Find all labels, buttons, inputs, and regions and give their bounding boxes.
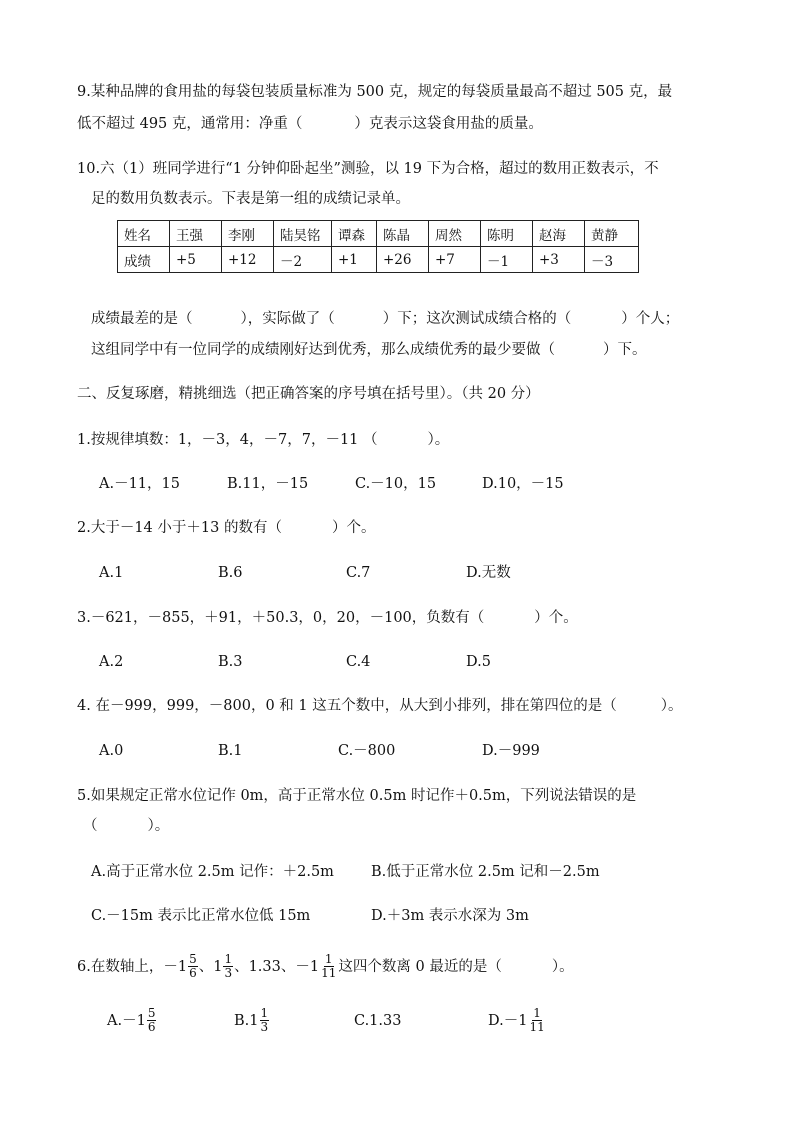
- score-record-table: [117, 220, 639, 273]
- fraction-numerator: 1: [260, 1005, 269, 1020]
- fraction-numerator: 1: [224, 951, 233, 966]
- table-cell: +3: [533, 247, 585, 273]
- mc6-option-a[interactable]: [107, 1006, 157, 1036]
- mc3-option-c[interactable]: C.4: [346, 654, 371, 670]
- fraction: [188, 953, 198, 980]
- fraction: [260, 1007, 270, 1034]
- mc3-stem-a: 3.－621，－855，＋91，＋50.3，0，20，－100，负数有（: [77, 610, 485, 626]
- q9-line1: 9.某种品牌的食用盐的每袋包装质量标准为 500 克，规定的每袋质量最高不超过 505 克，最: [77, 84, 673, 100]
- mc6-option-d[interactable]: [488, 1006, 547, 1036]
- mc6-option-b-text: B.1: [234, 1013, 259, 1029]
- fraction-denominator: 6: [189, 965, 197, 980]
- mc1-option-d[interactable]: D.10，－15: [482, 476, 564, 492]
- table-row-names: [118, 221, 639, 247]
- table-cell: +26: [377, 247, 429, 273]
- fraction: [320, 953, 337, 980]
- table-cell: 赵海: [533, 221, 585, 247]
- table-cell: －2: [274, 247, 332, 273]
- mc4-stem-b: ）。: [660, 698, 683, 714]
- mc4-stem: [77, 696, 683, 716]
- q10-ask1-a: 成绩最差的是（: [91, 311, 193, 327]
- table-cell: 周然: [429, 221, 481, 247]
- mc2-option-c[interactable]: C.7: [346, 565, 371, 581]
- table-row-scores: [118, 247, 639, 273]
- q10-line1: 10.六（1）班同学进行“1 分钟仰卧起坐”测验，以 19 下为合格，超过的数用正数表示，不: [77, 161, 659, 177]
- fraction: [528, 1007, 545, 1034]
- mc4-stem-a: 4. 在－999，999，－800，0 和 1 这五个数中，从大到小排列，排在第四位的是（: [77, 698, 617, 714]
- fraction-denominator: 3: [260, 1019, 269, 1034]
- mc5-stem-a: （: [83, 818, 98, 834]
- mc5-option-d[interactable]: D.＋3m 表示水深为 3m: [371, 908, 529, 924]
- table-cell: －1: [481, 247, 533, 273]
- mc5-option-b[interactable]: B.低于正常水位 2.5m 记和－2.5m: [371, 864, 600, 880]
- table-cell: +7: [429, 247, 481, 273]
- table-cell: 李刚: [222, 221, 274, 247]
- table-cell: 陈明: [481, 221, 533, 247]
- fraction: [147, 1007, 157, 1034]
- q10-ask1-d: ）个人；: [621, 311, 680, 327]
- q10-ask1: [91, 309, 679, 329]
- mc4-option-c[interactable]: C.－800: [338, 743, 396, 759]
- mc3-option-a[interactable]: A.2: [99, 654, 124, 670]
- table-cell: 王强: [170, 221, 222, 247]
- mc2-stem-b: ）个。: [331, 520, 376, 536]
- mc4-option-b[interactable]: B.1: [218, 743, 243, 759]
- q9-line2: [77, 114, 543, 134]
- mc6-option-a-text: A.－1: [107, 1013, 146, 1029]
- mc6-stem-p2: 、1: [198, 959, 223, 975]
- mc2-stem: [77, 518, 375, 538]
- fraction-denominator: 6: [147, 1019, 156, 1034]
- mc1-stem-b: ）。: [427, 432, 450, 448]
- mc3-stem-b: ）个。: [534, 610, 578, 626]
- fraction: [223, 953, 233, 980]
- table-cell: －3: [585, 247, 639, 273]
- q9-line2-b: ）克表示这袋食用盐的质量。: [354, 116, 543, 132]
- q10-ask2-b: ）下。: [603, 342, 647, 358]
- mc3-option-d[interactable]: D.5: [466, 654, 491, 670]
- mc6-stem-p3: 、1.33、－1: [234, 959, 320, 975]
- q10-ask2-a: 这组同学中有一位同学的成绩刚好达到优秀，那么成绩优秀的最少要做（: [91, 342, 555, 358]
- mc6-stem-p5: ）。: [551, 959, 574, 975]
- table-cell: 姓名: [118, 221, 170, 247]
- section-title: 二、反复琢磨，精挑细选（把正确答案的序号填在括号里）。（共 20 分）: [77, 386, 540, 402]
- mc2-option-a[interactable]: A.1: [99, 565, 124, 581]
- mc1-stem-a: 1.按规律填数：1，－3，4，－7，7，－11 （: [77, 432, 378, 448]
- fraction-numerator: 5: [189, 951, 197, 966]
- mc1-stem: [77, 430, 449, 450]
- mc1-option-c[interactable]: C.－10，15: [355, 476, 437, 492]
- table-cell: +1: [332, 247, 377, 273]
- fraction-numerator: 1: [324, 951, 333, 966]
- table-cell: +5: [170, 247, 222, 273]
- q9-line2-a: 低不超过 495 克，通常用：净重（: [77, 116, 303, 132]
- mc1-option-b[interactable]: B.11，－15: [227, 476, 309, 492]
- table-cell: +12: [222, 247, 274, 273]
- mc6-stem: [77, 952, 574, 982]
- fraction-numerator: 1: [533, 1005, 541, 1020]
- table-cell: 黄静: [585, 221, 639, 247]
- table-cell: 成绩: [118, 247, 170, 273]
- table-cell: 谭森: [332, 221, 377, 247]
- mc5-stem-line2: [83, 816, 169, 836]
- mc5-option-a[interactable]: A.高于正常水位 2.5m 记作：＋2.5m: [91, 864, 334, 880]
- fraction-denominator: 3: [224, 965, 233, 980]
- q10-ask1-c: ）下；这次测试成绩合格的（: [382, 311, 572, 327]
- table-cell: 陆昊铭: [274, 221, 332, 247]
- fraction-numerator: 5: [147, 1005, 156, 1020]
- fraction-denominator: 11: [321, 965, 337, 980]
- mc2-stem-a: 2.大于－14 小于＋13 的数有（: [77, 520, 282, 536]
- mc3-stem: [77, 608, 578, 628]
- fraction-denominator: 11: [529, 1019, 545, 1034]
- mc6-stem-p4: 这四个数离 0 最近的是（: [338, 959, 502, 975]
- mc6-stem-p1: 6.在数轴上，－1: [77, 959, 188, 975]
- q10-line2: 足的数用负数表示。下表是第一组的成绩记录单。: [91, 191, 410, 207]
- mc3-option-b[interactable]: B.3: [218, 654, 243, 670]
- table-cell: 陈晶: [377, 221, 429, 247]
- q10-ask1-b: ），实际做了（: [240, 311, 335, 327]
- mc5-stem-b: ）。: [147, 818, 170, 834]
- mc5-option-c[interactable]: C.－15m 表示比正常水位低 15m: [91, 908, 311, 924]
- mc4-option-a[interactable]: A.0: [99, 743, 124, 759]
- mc1-option-a[interactable]: A.－11，15: [99, 476, 180, 492]
- mc2-option-b[interactable]: B.6: [218, 565, 243, 581]
- mc6-option-d-text: D.－1: [488, 1013, 528, 1029]
- q10-ask2: [91, 340, 647, 360]
- mc2-option-d[interactable]: D.无数: [466, 565, 511, 581]
- mc4-option-d[interactable]: D.－999: [482, 743, 540, 759]
- mc5-stem-line1: 5.如果规定正常水位记作 0m，高于正常水位 0.5m 时记作＋0.5m，下列说法错误的是: [77, 788, 637, 804]
- mc6-option-c[interactable]: C.1.33: [354, 1013, 402, 1029]
- mc6-option-b[interactable]: [234, 1006, 270, 1036]
